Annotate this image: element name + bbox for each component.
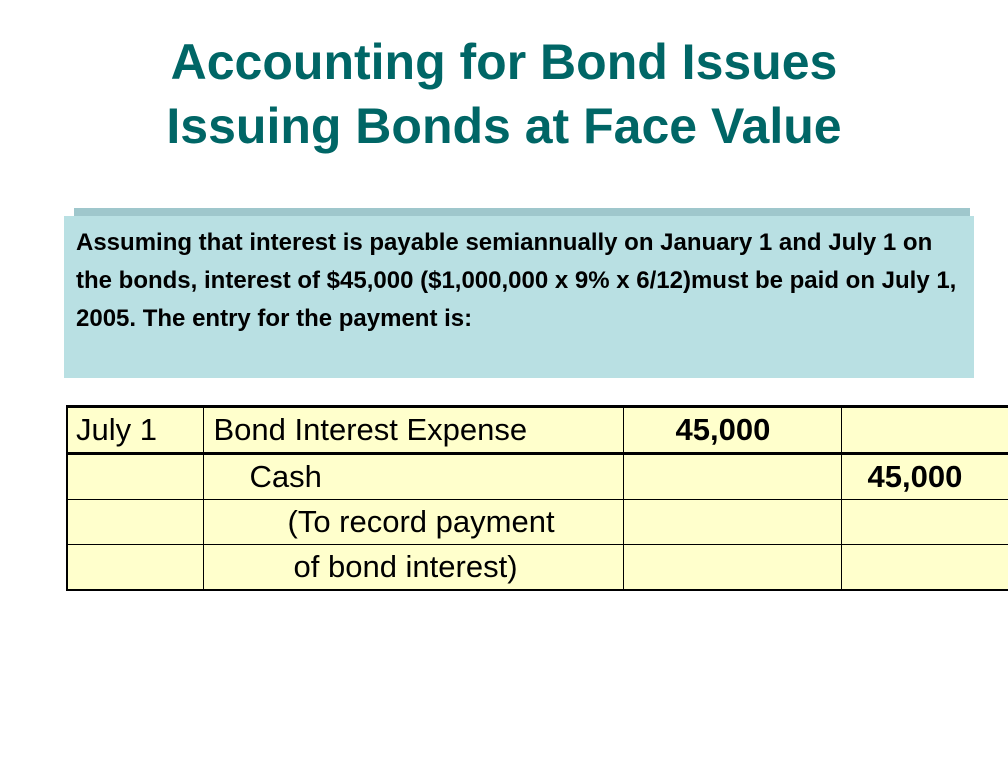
table-row — [67, 407, 1008, 454]
credit-cell — [841, 407, 1008, 454]
account-cell: Cash — [203, 454, 623, 500]
date-cell: July 1 — [67, 407, 203, 454]
journal-entry-table — [66, 405, 1008, 591]
account-cell: Bond Interest Expense — [203, 407, 623, 454]
debit-cell — [623, 454, 841, 500]
credit-cell: 45,000 — [841, 454, 1008, 500]
debit-cell: 45,000 — [623, 407, 841, 454]
account-cell: (To record payment — [203, 500, 623, 545]
title-line-2: Issuing Bonds at Face Value — [166, 98, 842, 154]
credit-cell — [841, 545, 1008, 591]
debit-cell — [623, 500, 841, 545]
explanation-note — [64, 216, 974, 378]
credit-cell — [841, 500, 1008, 545]
table-row — [67, 545, 1008, 591]
table-row — [67, 454, 1008, 500]
account-cell: of bond interest) — [203, 545, 623, 591]
slide-title — [0, 30, 1008, 158]
date-cell — [67, 500, 203, 545]
title-line-1: Accounting for Bond Issues — [170, 34, 838, 90]
table-row — [67, 500, 1008, 545]
date-cell — [67, 454, 203, 500]
explanation-text: Assuming that interest is payable semiannually on January 1 and July 1 on the bonds, interest of $45,000 ($1,000,000 x 9% x 6/12)must be paid on July 1, 2005. The entry for the payment is: — [76, 229, 957, 332]
debit-cell — [623, 545, 841, 591]
date-cell — [67, 545, 203, 591]
